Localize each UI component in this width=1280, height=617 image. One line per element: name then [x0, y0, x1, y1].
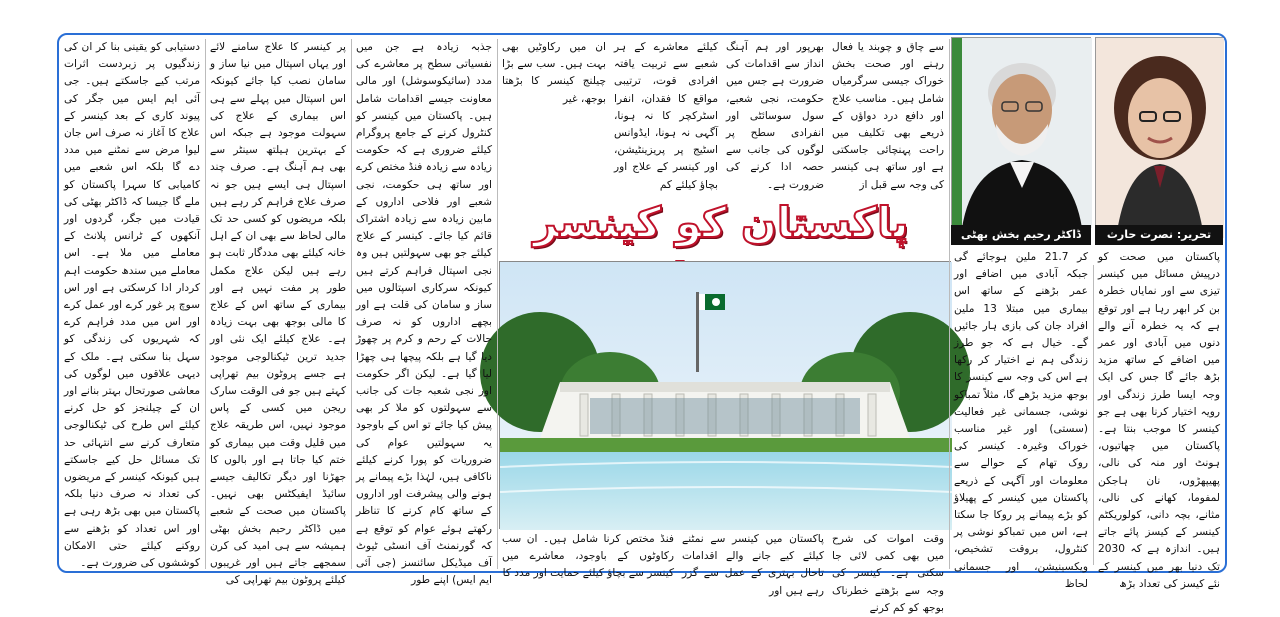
column-rule	[1093, 265, 1094, 565]
article-column-lower-4: فنڈ مختص کرنا شامل ہیں۔ ان سب رکاوٹوں کے باوجود، معاشرے میں کینسر سے بچاؤ کیلئے حمایت اور مدد کا	[502, 533, 674, 580]
article-column-lower-2: وقت اموات کی شرح میں بھی کمی لائی جا سکتی ہے۔ کینسر کی وجہ سے بڑھتے خطرناک بوجھ کو کم کرنے	[832, 533, 944, 614]
article-column-9: دستیابی کو یقینی بنا کر ان کی زندگیوں پر زبردست اثرات مرتب کیے جاسکتے ہیں۔ جی آئی ایم ایس میں جگر کی پیوند کاری کے بعد کینسر کے علاج کا آغاز نہ صرف اس جان لیوا مرض سے نمٹنے میں مدد دے گا بلکہ اس شعبے میں کامیابی کا سہرا پاکستان کو ملے گا جیسا کہ ڈاکٹر بھٹی کی قیادت میں جگر، گردوں اور آنکھوں کے ٹرانس پلانٹ کے معاملے میں ملا ہے۔ اس معاملے میں سندھ حکومت اہم کردار ادا کرسکتی ہے اور اس سوچ پر غور کرے اور عمل کرے اور اس میں مدد فراہم کرے کہ شہریوں کی زندگی کو سہل بنا سکتی ہے۔ ملک کے دیہی علاقوں میں لوگوں کی معاشی صورتحال بہتر بنانے اور ان کے چیلنجز کو حل کرنے کیلئے اس طرح کی ٹیکنالوجی متعارف کرنے سے انتہائی حد تک مسائل حل کیے جاسکتے ہیں کیونکہ کینسر کے مریضوں کی تعداد نہ صرف دنیا بلکہ پاکستان میں بھی بڑھ رہی ہے اور اس تعداد کو بڑھنے سے روکنے کیلئے حتی الامکان کوششوں کی ضرورت ہے۔	[64, 41, 200, 570]
newspaper-page	[57, 33, 1227, 614]
column-rule	[351, 39, 352, 569]
hospital-campus-image	[499, 261, 951, 529]
article-column-lower-3: پاکستان میں کینسر سے نمٹنے کیلئے کیے جانے والے اقدامات تاحال بہتری کے عمل سے گزر رہے ہیں اور	[682, 533, 824, 597]
article-column-7: جذبہ زیادہ ہے جن میں نفسیاتی سطح پر معاشرے کی مدد (سائیکوسوشل) اور مالی معاونت جیسے اقدامات شامل ہیں۔ پاکستان میں کینسر کو کنٹرول کرنے کے جامع پروگرام کیلئے ضروری ہے کہ حکومت زیادہ سے زیادہ فنڈ مختص کرے اور ساتھ ہی حکومت، نجی شعبے اور فلاحی اداروں کے مابین زیادہ سے زیادہ اشتراک قائم کیا جائے۔ کینسر کے علاج کیلئے جو بھی سہولتیں ہیں وہ نجی اسپتال فراہم کرتے ہیں کیونکہ سرکاری اسپتالوں میں ساز و سامان کی قلت ہے اور بچھے اداروں کو نہ صرف حالات کے رحم و کرم پر چھوڑ دیا گیا ہے بلکہ پیچھا ہی چھڑا لیا گیا ہے۔ لیکن اگر حکومت اور نجی شعبہ جات کی جانب سے سہولتوں کو ملا کر بھی پیش کیا جائے تو اس کے باوجود یہ سہولتیں عوام کی ضروریات کو پورا کرنے کیلئے ناکافی ہیں، لہٰذا بڑے پیمانے پر ہونے والی پیشرفت اور اداروں کے ساتھ کام کرنے کا تناظر رکھتے ہوئے عوام کو توقع ہے کہ گورنمنٹ آف انسٹی ٹیوٹ آف میڈیکل سائنسز (جی آئی ایم ایس) اپنے طور	[356, 41, 492, 587]
hospital-illustration	[500, 262, 952, 530]
author-photo	[1095, 37, 1223, 237]
article-column-4: بھرپور اور ہم آہنگ انداز سے اقدامات کی ضرورت ہے جس میں حکومت، نجی شعبے، سول سوسائٹی اور انفرادی سطح پر لوگوں کی جانب سے حصہ ادا کرنے کی ضرورت ہے۔	[726, 41, 824, 191]
author-portrait-image	[1096, 38, 1224, 238]
column-rule	[949, 39, 950, 569]
article-column-3: سے چاق و چوبند یا فعال رہنے اور صحت بخش خوراک جیسی سرگرمیاں شامل ہیں۔ مناسب علاج اور دافع درد دواؤں کے ذریعے بھی تکلیف میں راحت پہنچائی جاسکتی ہے اور ساتھ ہی کینسر کی وجہ سے قبل از	[832, 41, 944, 191]
doctor-portrait-image	[952, 38, 1092, 228]
article-column-5: کیلئے معاشرے کے ہر شعبے سے تربیت یافتہ افرادی قوت، ترتیبی مواقع کا فقدان، انفرا اسٹرکچر کا نہ ہونا، آگہی نہ ہونا، ایڈوانس اسٹیج پر پریزینٹیشن، اور کینسر کے علاج اور بچاؤ کیلئے کم	[614, 41, 718, 191]
column-rule	[497, 39, 498, 569]
byline-caption: تحریر: نصرت حارث	[1095, 225, 1223, 245]
article-column-2: کر 21.7 ملین ہوجائے گی جبکہ آبادی میں اضافے اور عمر بڑھنے کے ساتھ اس بیماری میں مبتلا 13 ملین افراد جان کی بازی ہار جائیں گے۔ خیال ہے کہ جو طرز زندگی ہم نے اختیار کر رکھا ہے اس کی وجہ سے کینسر کا بوجھ مزید بڑھے گا، مثلاً تمباکو نوشی، جسمانی غیر فعالیت (سستی) اور غیر مناسب خوراک وغیرہ۔ کینسر کی روک تھام کے حوالے سے معلومات اور آگہی کے ذریعے پاکستان میں کینسر کے پھیلاؤ کو بڑے پیمانے پر روکا جا سکتا ہے، اس میں تمباکو نوشی پر کنٹرول، بروقت تشخیص، ویکسینیشن، اور جسمانی لحاظ	[954, 251, 1089, 590]
doctor-caption: ڈاکٹر رحیم بخش بھٹی	[951, 225, 1091, 245]
article-column-8: پر کینسر کا علاج سامنے لائے اور یہاں اسپتال میں نیا ساز و سامان نصب کیا جائے کیونکہ اس اسپتال میں پہلے سے ہی اس بیماری کے علاج کی سہولت موجود ہے جبکہ اس کے بہترین ہیلتھ سینٹر سے بھی ہم آہنگ ہے۔ صرف چند اسپتال ہی ایسے ہیں جو نہ صرف علاج فراہم کر رہے ہیں بلکہ مریضوں کو کسی حد تک مالی لحاظ سے بھی ان کے اہل خانہ کیلئے بھی مددگار ثابت ہو رہے ہیں لیکن علاج مکمل طور پر مفت نہیں ہے اور بیماری کے ساتھ اس کے علاج کا مالی بوجھ بھی بہت زیادہ ہے۔ علاج کیلئے ایک نئی اور جدید ترین ٹیکنالوجی موجود ہے جسے پروٹون بیم تھراپی کہتے ہیں جو فی الوقت سارک ریجن میں کسی کے پاس موجود نہیں، اس طریقہ علاج میں قلیل وقت میں بیماری کو ختم کیا جاتا ہے اور بالوں کا جھڑنا اور دیگر تکالیف جیسے سائیڈ ایفیکٹس بھی نہیں۔ پاکستان میں صحت کے شعبے میں ڈاکٹر رحیم بخش بھٹی ہمیشہ سے ہی امید کی کرن سمجھے جاتے ہیں اور غریبوں کیلئے پروٹون بیم تھراپی کی	[210, 41, 346, 587]
doctor-photo	[951, 37, 1091, 227]
headline: پاکستان کو کینسر	[533, 198, 909, 247]
article-column-1: پاکستان میں صحت کو درپیش مسائل میں کینسر تیزی سے اور نمایاں خطرہ بن کر ابھر رہا ہے اور توقع ہے کہ یہ خطرہ آنے والے دنوں میں آبادی اور عمر میں اضافے کے ساتھ مزید بڑھ جائے گا جس کی ایک وجہ ایسا طرز زندگی اور رویہ اختیار کرنا بھی ہے جو کینسر کا موجب بنتا ہے۔ پاکستان میں چھاتیوں، ہونٹ اور منہ کی نالی، پھیپھڑوں، نان ہاجکن لمفوما، کھانے کی نالی، مثانے، بچہ دانی، کولوریکٹم کینسر کے کیسز پائے جاتے ہیں۔ اندازہ ہے کہ 2030 تک دنیا بھر میں کینسر کے نئے کیسز کی تعداد بڑھ	[1098, 251, 1220, 590]
column-rule	[205, 39, 206, 569]
article-column-6: ان میں رکاوٹیں بھی بہت ہیں۔ سب سے بڑا چیلنج کینسر کا بڑھتا بوجھ، غیر	[502, 41, 606, 105]
